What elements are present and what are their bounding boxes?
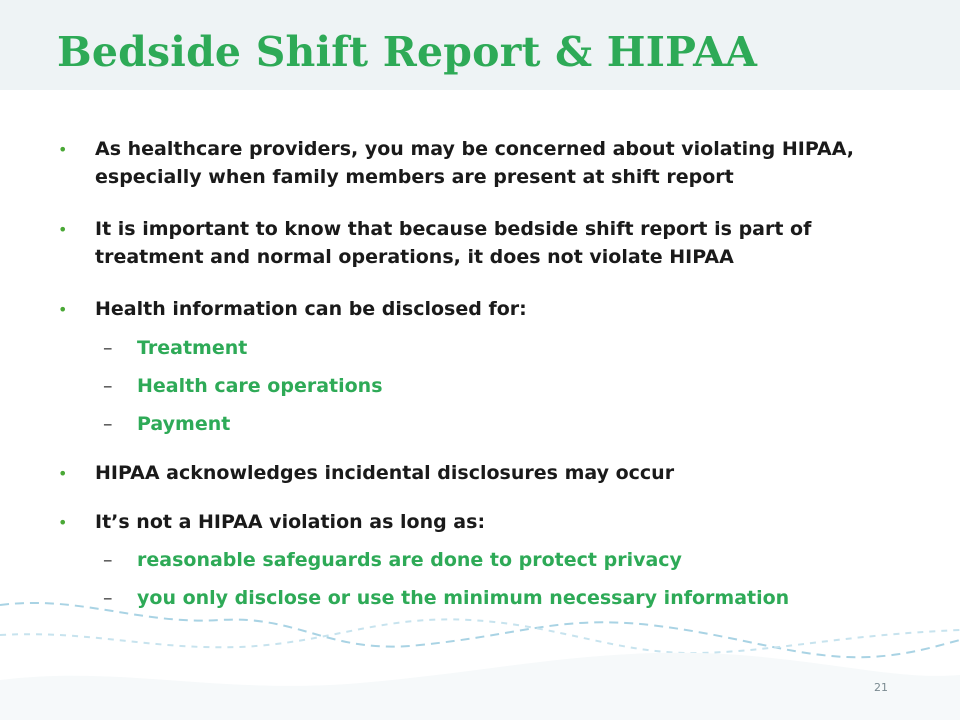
dash-marker: – [103, 587, 113, 609]
disclosure-item: Payment [137, 413, 231, 435]
bullet-text: As healthcare providers, you may be concerned about violating HIPAA, especially when family members are present at shift report [95, 138, 855, 188]
bullet-text: It’s not a HIPAA violation as long as: [95, 511, 486, 533]
condition-item: reasonable safeguards are done to protect privacy [137, 549, 682, 571]
bullet-text: HIPAA acknowledges incidental disclosures may occur [95, 462, 675, 484]
bullet-marker: • [58, 513, 68, 532]
slide-title: Bedside Shift Report & HIPAA [57, 28, 758, 76]
dash-marker: – [103, 375, 113, 397]
bullet-marker: • [58, 464, 68, 483]
disclosure-item: Health care operations [137, 375, 383, 397]
disclosure-item: Treatment [137, 337, 248, 359]
dash-marker: – [103, 337, 113, 359]
condition-item: you only disclose or use the minimum necessary information [137, 587, 790, 609]
bullet-text: Health information can be disclosed for: [95, 298, 527, 320]
dash-marker: – [103, 549, 113, 571]
bullet-marker: • [58, 140, 68, 159]
bullet-marker: • [58, 220, 68, 239]
page-number: 21 [874, 681, 888, 694]
dash-marker: – [103, 413, 113, 435]
bullet-text: It is important to know that because bedside shift report is part of treatment and normal operations, it does not violate HIPAA [95, 218, 812, 268]
bullet-marker: • [58, 300, 68, 319]
